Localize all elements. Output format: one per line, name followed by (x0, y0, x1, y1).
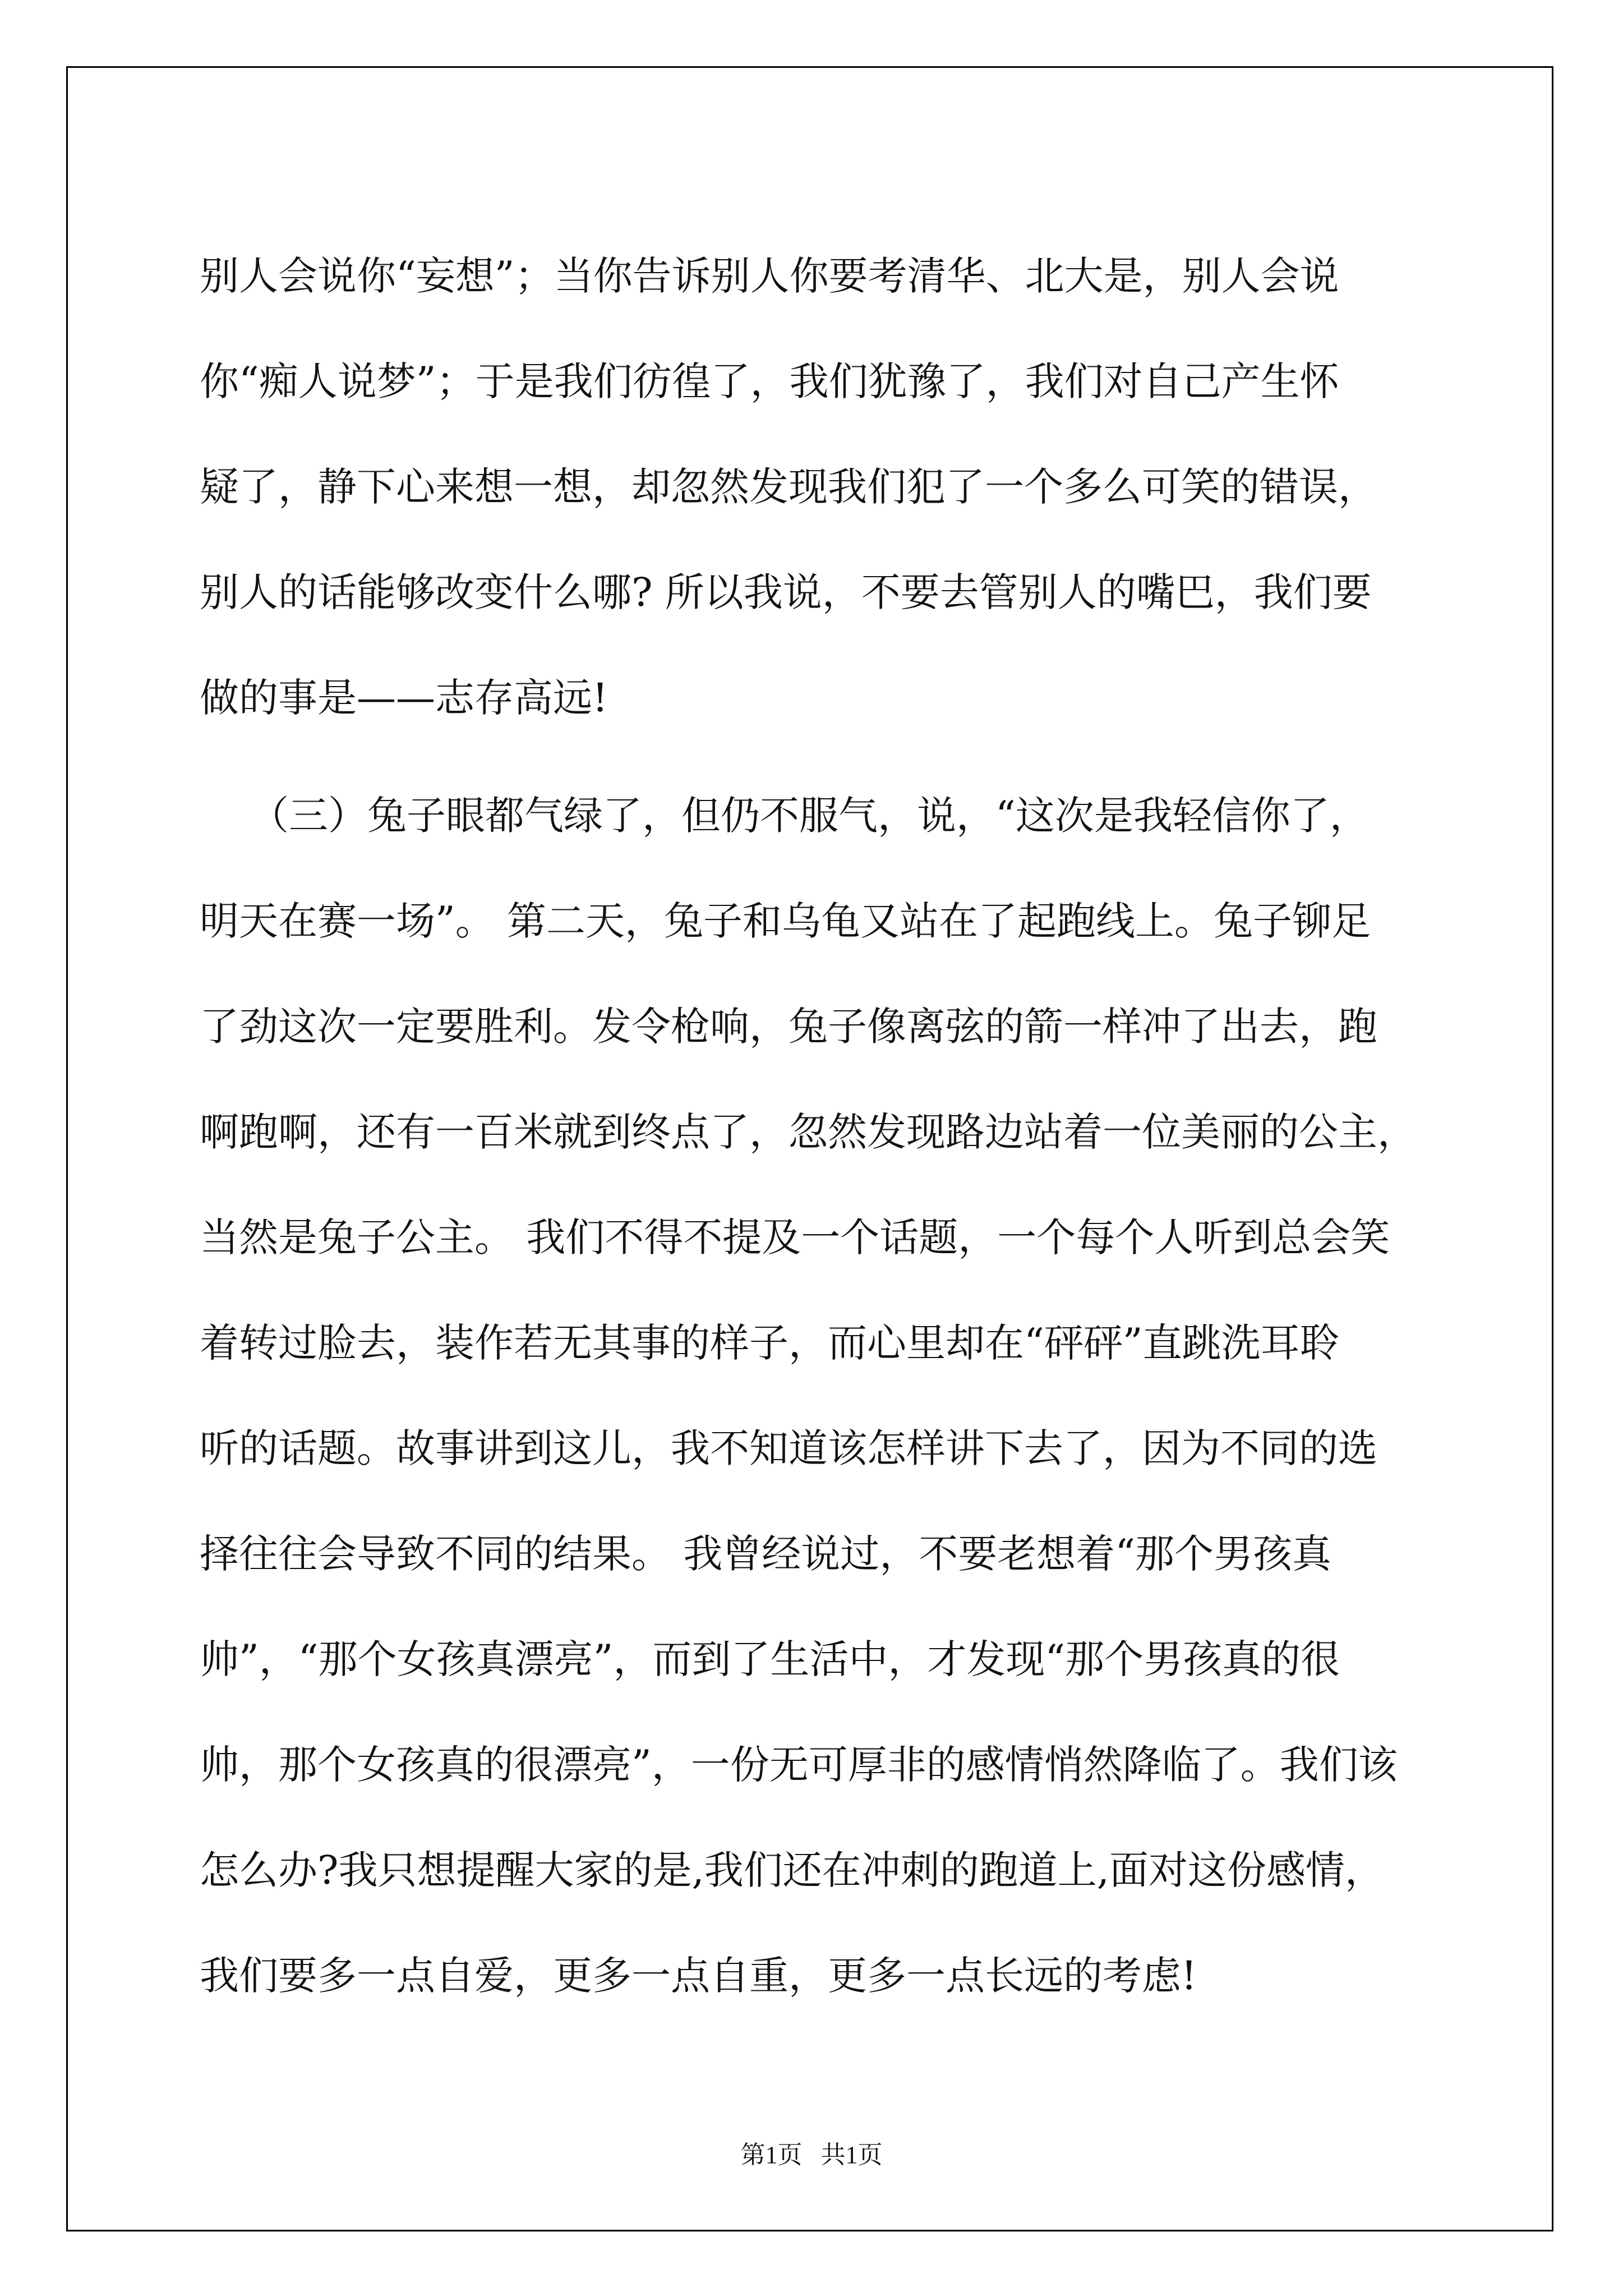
text-line: 啊跑啊，还有一百米就到终点了，忽然发现路边站着一位美丽的公主， (200, 1109, 1417, 1155)
text-line: 明天在赛一场”。 第二天，兔子和乌龟又站在了起跑线上。兔子铆足 (200, 898, 1371, 944)
page-number-footer: 第1页 共1页 (740, 2141, 883, 2169)
text-line: 疑了，静下心来想一想，却忽然发现我们犯了一个多么可笑的错误， (200, 464, 1377, 510)
text-line: 帅，那个女孩真的很漂亮”，一份无可厚非的感情悄然降临了。我们该 (200, 1742, 1398, 1788)
text-line: 了劲这次一定要胜利。发令枪响，兔子像离弦的箭一样冲了出去，跑 (200, 1004, 1377, 1050)
text-line: 怎么办?我只想提醒大家的是,我们还在冲刺的跑道上,面对这份感情， (200, 1847, 1385, 1893)
text-line: 帅”，“那个女孩真漂亮”，而到了生活中，才发现“那个男孩真的很 (200, 1636, 1340, 1682)
text-line: 别人会说你“妄想”；当你告诉别人你要考清华、北大是，别人会说 (200, 253, 1339, 299)
body-text (200, 223, 1467, 2028)
text-line: 着转过脸去，装作若无其事的样子，而心里却在“砰砰”直跳洗耳聆 (200, 1320, 1339, 1366)
text-line: 别人的话能够改变什么哪? 所以我说，不要去管别人的嘴巴，我们要 (200, 569, 1372, 615)
text-line: 你“痴人说梦”；于是我们彷徨了，我们犹豫了，我们对自己产生怀 (200, 358, 1339, 404)
text-line: 做的事是——志存高远! (200, 675, 608, 721)
paragraph-start-line: （三）兔子眼都气绿了，但仍不服气，说，“这次是我轻信你了， (200, 793, 1369, 839)
text-line: 当然是兔子公主。 我们不得不提及一个话题，一个每个人听到总会笑 (200, 1214, 1390, 1260)
text-line: 听的话题。故事讲到这儿，我不知道该怎样讲下去了，因为不同的选 (200, 1425, 1377, 1471)
text-line: 我们要多一点自爱，更多一点自重，更多一点长远的考虑! (200, 1953, 1197, 1999)
text-line: 择往往会导致不同的结果。 我曾经说过，不要老想着“那个男孩真 (200, 1531, 1332, 1577)
